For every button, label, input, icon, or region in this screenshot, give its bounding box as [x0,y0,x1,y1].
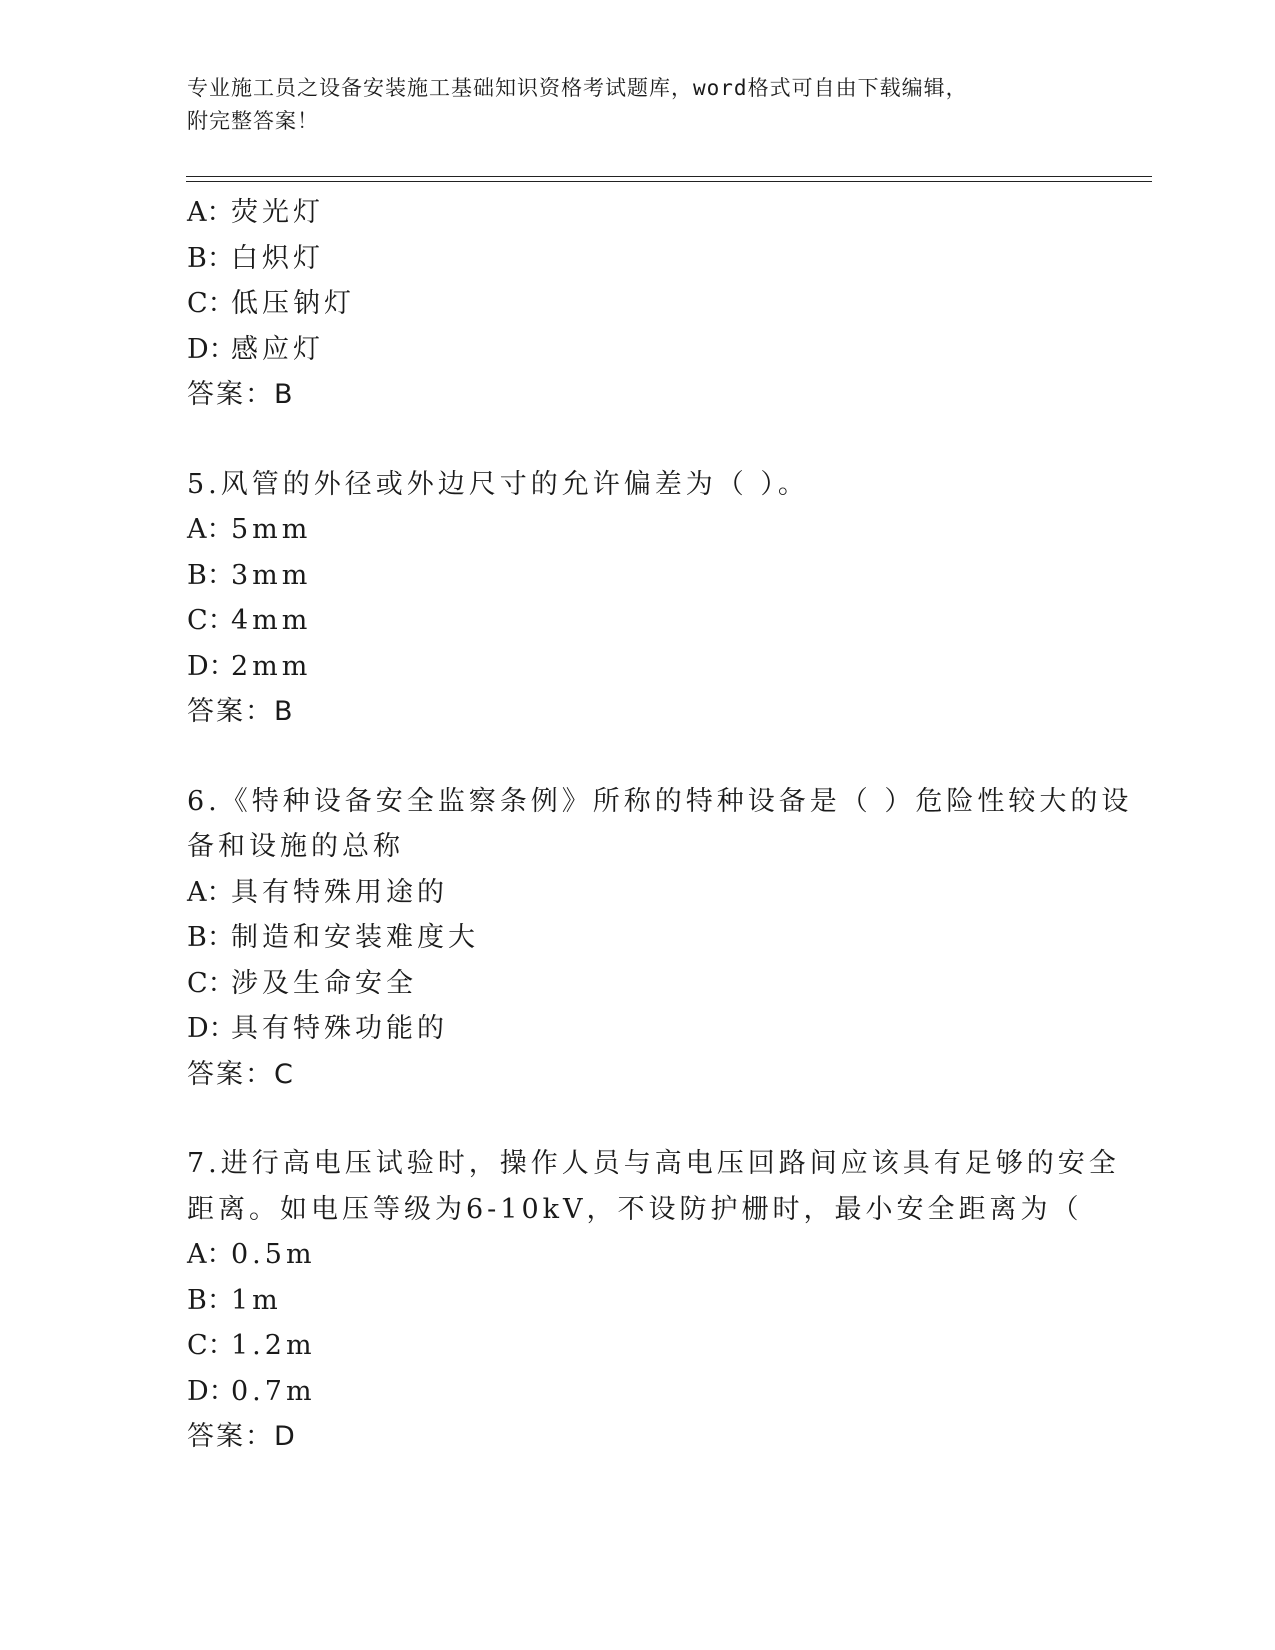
header-title-line-1: 专业施工员之设备安装施工基础知识资格考试题库，word格式可自由下载编辑， [187,76,968,100]
answer-label: 答案：B [187,696,295,727]
option-b: B：白炽灯 [187,242,324,274]
question-7-block [187,1141,1120,1460]
header-divider-top [186,176,1152,177]
answer-label: 答案：B [187,379,295,410]
option-a: A：具有特殊用途的 [187,876,448,908]
option-b: B：制造和安装难度大 [187,922,479,953]
option-c: C：4mm [187,605,312,636]
option-c: C：低压钠灯 [187,288,355,319]
question-text-continued: 备和设施的总称 [187,831,404,862]
header-divider-bottom [186,181,1152,182]
option-d: D：2mm [187,650,312,682]
question-text: 6.《特种设备安全监察条例》所称的特种设备是（ ）危险性较大的设 [187,785,1133,817]
option-b: B：1m [187,1284,282,1316]
header-title-line-2: 附完整答案！ [187,109,319,133]
question-text-continued: 距离。如电压等级为6-10kV，不设防护栅时，最小安全距离为（ [187,1193,1083,1225]
question-text: 7.进行高电压试验时，操作人员与高电压回路间应该具有足够的安全 [187,1148,1120,1179]
option-a: A：5mm [187,514,312,545]
answer-label: 答案：C [187,1058,295,1090]
option-c: C：1.2m [187,1330,316,1361]
option-d: D：具有特殊功能的 [187,1013,448,1044]
option-a: A：0.5m [187,1239,316,1270]
option-a: A：荧光灯 [187,197,324,228]
option-b: B：3mm [187,559,312,591]
question-text: 5.风管的外径或外边尺寸的允许偏差为（ ）。 [187,468,809,500]
question-5-block [187,462,1107,735]
option-d: D：0.7m [187,1375,316,1407]
document-header [187,72,1087,138]
answer-label: 答案：D [187,1421,297,1452]
question-4-block [187,190,1107,418]
option-d: D：感应灯 [187,333,324,365]
question-list [187,190,1133,1460]
option-c: C：涉及生命安全 [187,967,417,999]
question-6-block [187,779,1133,1098]
